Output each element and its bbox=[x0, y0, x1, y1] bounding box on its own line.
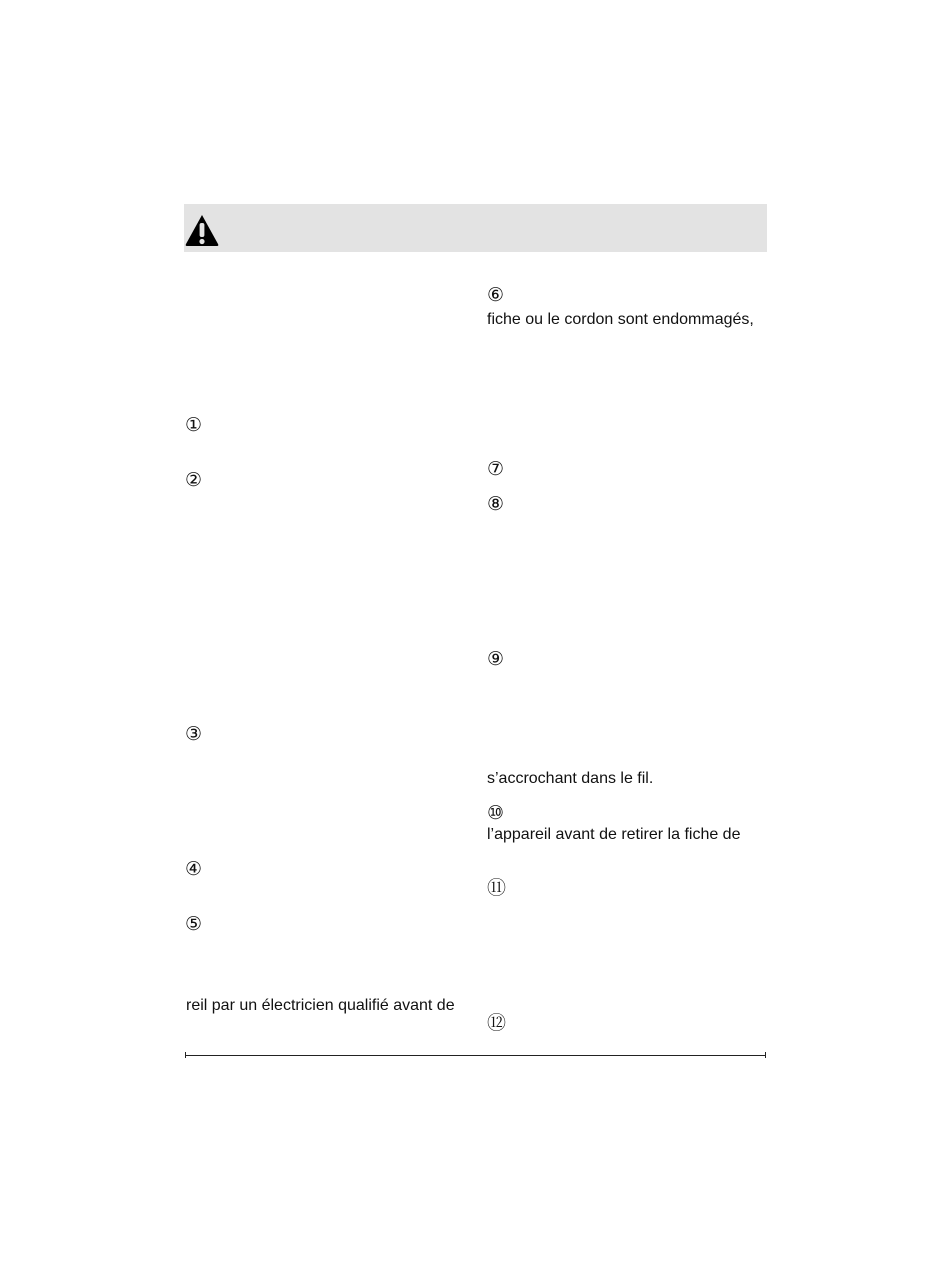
item-marker-11: ⑪ bbox=[487, 877, 507, 899]
footer-rule-left-tick bbox=[185, 1052, 186, 1058]
item-marker-4: ④ bbox=[185, 858, 203, 880]
item-marker-3: ③ bbox=[185, 723, 203, 745]
right-text-line-10: l’appareil avant de retirer la fiche de bbox=[487, 826, 741, 843]
item-marker-8: ⑧ bbox=[487, 493, 505, 515]
left-text-line: reil par un électricien qualifié avant de bbox=[186, 997, 455, 1014]
item-marker-7: ⑦ bbox=[487, 458, 505, 480]
item-marker-1: ① bbox=[185, 414, 203, 436]
warning-header-bar bbox=[184, 204, 767, 252]
right-text-line-9: s’accrochant dans le fil. bbox=[487, 770, 654, 787]
item-marker-10: ⑩ bbox=[487, 802, 505, 824]
footer-rule-right-tick bbox=[765, 1052, 766, 1058]
item-marker-2: ② bbox=[185, 469, 203, 491]
item-marker-5: ⑤ bbox=[185, 913, 203, 935]
right-text-line-6: fiche ou le cordon sont endommagés, bbox=[487, 311, 754, 328]
item-marker-6: ⑥ bbox=[487, 284, 505, 306]
item-marker-12: ⑫ bbox=[487, 1012, 507, 1034]
warning-triangle-icon bbox=[184, 213, 220, 247]
footer-rule bbox=[185, 1055, 766, 1056]
item-marker-9: ⑨ bbox=[487, 648, 505, 670]
